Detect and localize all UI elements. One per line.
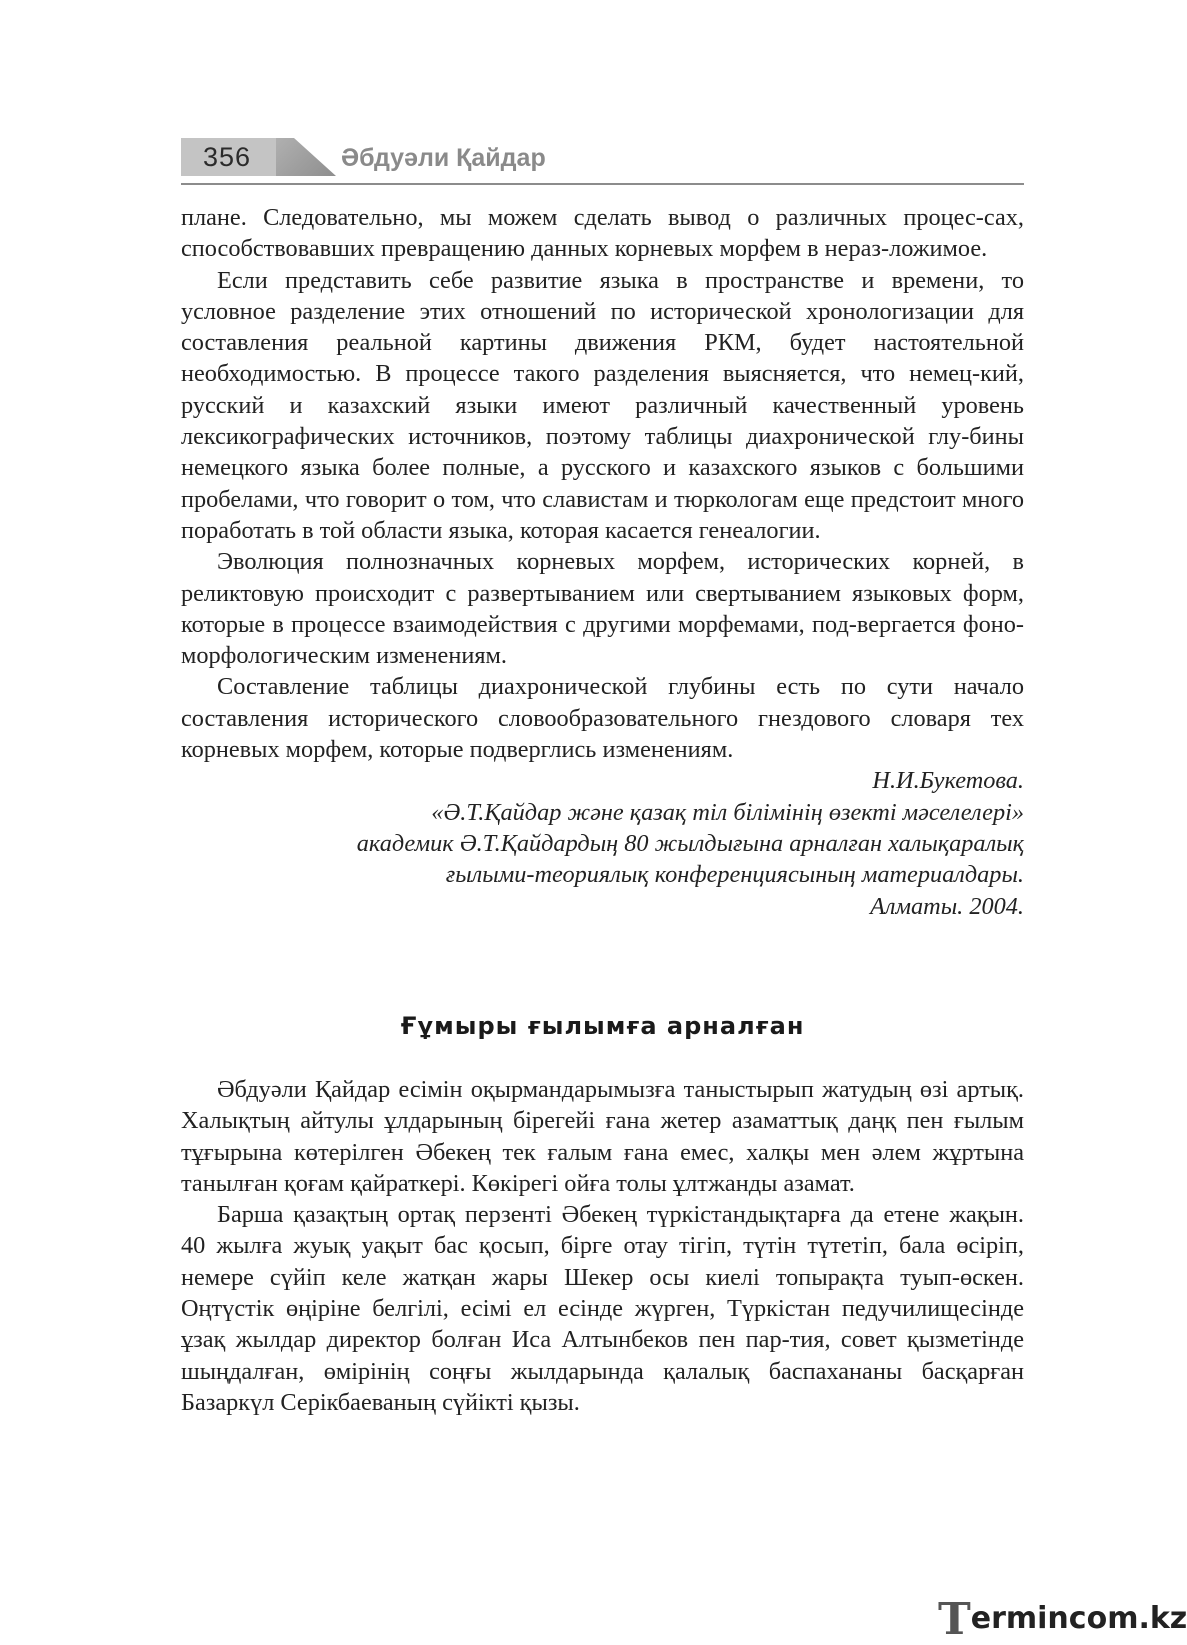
paragraph: Барша қазақтың ортақ перзенті Әбекең түркістандықтарға да етене жақын. 40 жылға жуық уақыт бас қосып, бірге отау тігіп, түтін түтетіп, бала өсіріп, немере сүйіп келе жатқан жары Шекер осы киелі топырақта туып-өскен. Оңтүстік өңіріне белгілі, есімі ел есінде жүрген, Түркістан педучилищесінде ұзақ жылдар директор болған Иса Алтынбеков пен пар-тия, совет қызметінде шыңдалған, өмірінің соңғы жылдарында қалалық баспахананы басқарған Базаркүл Серікбаеваның сүйікті қызы. (181, 1201, 1024, 1416)
citation-line: «Ә.Т.Қайдар және қазақ тіл білімінің өзекті мәселелері» (431, 798, 1024, 826)
paragraph: Әбдуәли Қайдар есімін оқырмандарымызға таныстырып жатудың өзі артық. Халықтың айтулы ұлдарының бірегейі ғана жетер азаматтық даңқ пен ғылым тұғырына көтерілген Әбекең тек ғалым ғана емес, халқы мен әлем жұртына танылған қоғам қайраткері. Көкірегі ойға толы ұлтжанды азамат. (181, 1076, 1024, 1197)
watermark-rest: erminc (970, 1601, 1087, 1636)
paragraph: Если представить себе развитие языка в пространстве и времени, то условное разделение этих отношений по исторической хронологизации для составления реальной картины движения РКМ, будет настоятельной необходимостью. В процессе такого разделения выясняется, что немец-кий, русский и казахский языки имеют различный качественный уровень лексикографических источников, поэтому таблицы диахронической глу-бины немецкого языка более полные, а русского и казахского языков с большими пробелами, что говорит о том, что славистам и тюркологам еще предстоит много поработать в той области языка, которая касается генеалогии. (181, 266, 1024, 544)
citation-line: ғылыми-теориялық конференциясының материалдары. (445, 861, 1024, 889)
watermark-o: o (1086, 1601, 1108, 1636)
paragraph: Составление таблицы диахронической глубины есть по сути начало составления исторического словообразовательного гнездового словаря тех корневых морфем, которые подверглись изменениям. (181, 673, 1024, 764)
citation-place-year: Алматы. 2004. (870, 892, 1024, 920)
tab-wedge (276, 138, 336, 176)
running-title: Әбдуәли Қайдар (341, 144, 546, 172)
body-text-bottom (181, 1074, 1024, 1418)
section-title: Ғұмыры ғылымға арналған (400, 1012, 805, 1040)
page-header (181, 138, 1024, 189)
watermark-suffix: m.kz (1107, 1601, 1187, 1636)
citation-block (181, 765, 1024, 921)
watermark-first-letter: T (938, 1594, 971, 1645)
header-rule (181, 183, 1024, 185)
citation-author: Н.И.Букетова. (872, 767, 1024, 795)
body-text-top (181, 202, 1024, 922)
watermark-logo (938, 1594, 1187, 1645)
citation-line: академик Ә.Т.Қайдардың 80 жылдығына арналған халықаралық (356, 829, 1024, 857)
paragraph: плане. Следовательно, мы можем сделать вывод о различных процес-сах, способствовавших превращению данных корневых морфем в нераз-ложимое. (181, 204, 1024, 263)
paragraph: Эволюция полнозначных корневых морфем, исторических корней, в реликтовую происходит с развертыванием или свертыванием языковых форм, которые в процессе взаимодействия с другими морфемами, под-вергается фоно-морфологическим изменениям. (181, 548, 1024, 670)
page-number: 356 (203, 142, 252, 172)
